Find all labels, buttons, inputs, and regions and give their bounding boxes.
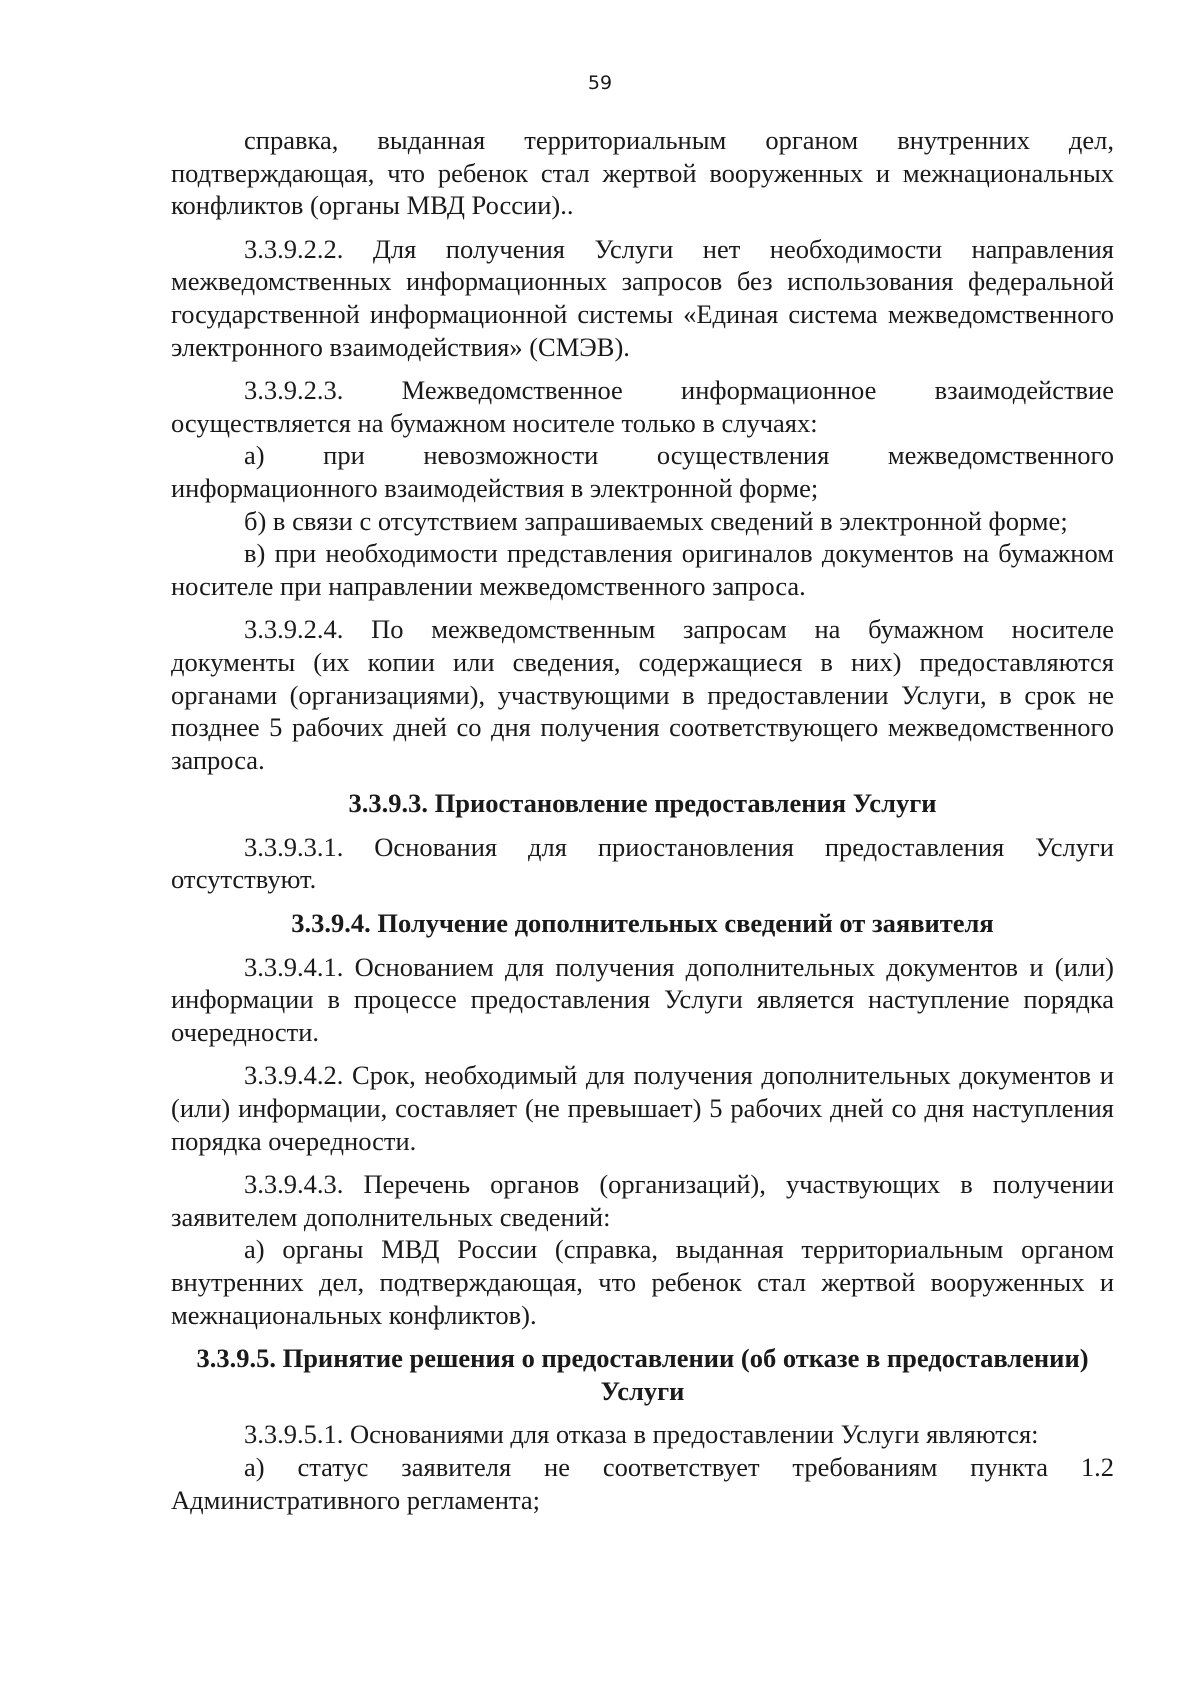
list-item-b: б) в связи с отсутствием запрашиваемых сведений в электронной форме; (244, 505, 1068, 536)
page-number: 59 (587, 72, 613, 94)
paragraph-3-3-9-4-1: 3.3.9.4.1. Основанием для получения дополнительных документов и (или) информации в процессе предоставления Услуги является наступление порядка очередности. (171, 951, 1114, 1047)
paragraph-certificate-continuation: справка, выданная территориальным органом внутренних дел, подтверждающая, что ребенок стал жертвой вооруженных и межнациональных конфликтов (органы МВД России).. (171, 125, 1114, 221)
paragraph-3-3-9-2-4: 3.3.9.2.4. По межведомственным запросам на бумажном носителе документы (их копии или сведения, содержащиеся в них) предоставляются органами (организациями), участвующими в предоставлении Услуги, в срок не позднее 5 рабочих дней со дня получения соответствующего межведомственного запроса. (171, 614, 1114, 775)
list-item-status: а) статус заявителя не соответствует требованиям пункта 1.2 Административного регламента; (171, 1451, 1114, 1515)
paragraph-3-3-9-2-2: 3.3.9.2.2. Для получения Услуги нет необходимости направления межведомственных информационных запросов без использования федеральной государственной информационной системы «Единая система межведомственного электронного взаимодействия» (СМЭВ). (171, 233, 1114, 362)
section-heading-3-3-9-4: 3.3.9.4. Получение дополнительных сведений от заявителя (291, 908, 994, 939)
paragraph-3-3-9-2-3: 3.3.9.2.3. Межведомственное информационное взаимодействие осуществляется на бумажном носителе только в случаях: (171, 375, 1114, 438)
section-heading-3-3-9-3: 3.3.9.3. Приостановление предоставления Услуги (348, 788, 937, 819)
list-item-organs: а) органы МВД России (справка, выданная территориальным органом внутренних дел, подтверждающая, что ребенок стал жертвой вооруженных и межнациональных конфликтов). (171, 1234, 1114, 1330)
section-heading-3-3-9-5: 3.3.9.5. Принятие решения о предоставлении (об отказе в предоставлении) Услуги (196, 1343, 1089, 1406)
paragraph-3-3-9-4-3: 3.3.9.4.3. Перечень органов (организаций), участвующих в получении заявителем дополнительных сведений: (171, 1169, 1114, 1232)
list-item-v: в) при необходимости представления оригиналов документов на бумажном носителе при направлении межведомственного запроса. (171, 538, 1114, 601)
document-body (171, 124, 1114, 1527)
list-item-a: а) при невозможности осуществления межведомственного информационного взаимодействия в электронной форме; (171, 440, 1114, 503)
paragraph-3-3-9-3-1: 3.3.9.3.1. Основания для приостановления предоставления Услуги отсутствуют. (171, 831, 1114, 895)
paragraph-3-3-9-4-2: 3.3.9.4.2. Срок, необходимый для получения дополнительных документов и (или) информации, составляет (не превышает) 5 рабочих дней со дня наступления порядка очередности. (171, 1060, 1114, 1156)
paragraph-3-3-9-5-1: 3.3.9.5.1. Основаниями для отказа в предоставлении Услуги являются: (244, 1419, 1039, 1450)
